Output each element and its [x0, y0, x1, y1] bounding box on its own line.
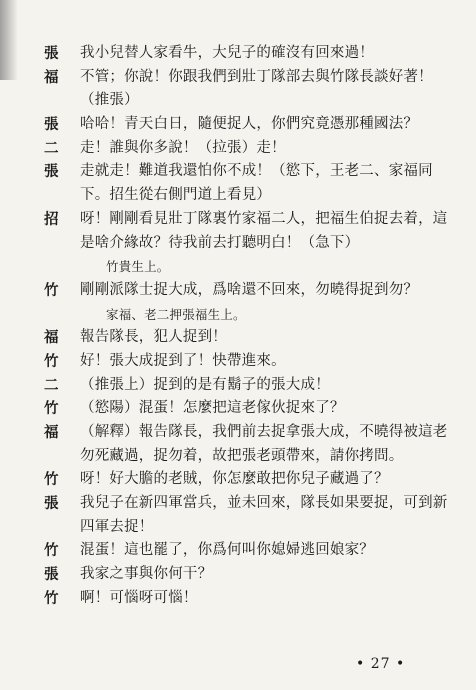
speaker-label: 竹 [44, 589, 59, 607]
speaker-label: 張 [44, 495, 59, 513]
line-text: 好！張大成捉到了！快帶進來。 [80, 352, 286, 369]
line-text: （解釋）報告隊長，我們前去捉拿張大成，不曉得被這老 [80, 424, 448, 440]
dialogue-line [44, 137, 444, 161]
dialogue-line [44, 184, 444, 208]
line-text: 家福、老二押張福生上。 [106, 306, 246, 322]
speaker-label: 招 [44, 210, 59, 228]
dialogue-line [44, 326, 444, 350]
line-text: 我兒子在新四軍當兵，並未回來，隊長如果要捉，可到新 [80, 495, 448, 512]
speaker-label: 張 [44, 566, 59, 584]
line-text: 呀！好大膽的老賊，你怎麼敢把你兒子藏過了？ [80, 471, 389, 488]
dialogue-line [44, 445, 444, 469]
line-text: 勿死藏過，捉勿着，故把張老頭帶來，請你拷問。 [80, 447, 404, 464]
line-text: 不管；你說！你跟我們到壯丁隊部去與竹隊長談好著！ [80, 68, 433, 85]
speaker-label: 竹 [44, 542, 59, 560]
dialogue-line [44, 587, 444, 611]
line-text: 呀！剛剛看見壯丁隊裏竹家福二人，把福生伯捉去着，這 [80, 210, 448, 227]
speaker-label: 張 [44, 45, 59, 62]
speaker-label: 竹 [44, 471, 59, 489]
dialogue-lines [44, 42, 448, 611]
speaker-label: 福 [44, 424, 59, 441]
stage-direction-line [44, 255, 444, 279]
speaker-label: 福 [44, 68, 59, 86]
dialogue-line [44, 421, 448, 445]
dialogue-line [44, 232, 444, 256]
dialogue-line [44, 516, 444, 540]
line-text: 我小兒替人家看牛，大兒子的確沒有回來過！ [80, 45, 374, 61]
dialogue-line [44, 539, 444, 563]
line-text: 啊！可惱呀可惱！ [80, 589, 198, 606]
line-text: 下。招生從右側門道上看見） [80, 187, 272, 204]
line-text: （慾陽）混蛋！怎麼把這老傢伙捉來了？ [80, 400, 345, 417]
dialogue-line [44, 113, 444, 137]
dialogue-line [44, 279, 444, 303]
speaker-label: 竹 [44, 352, 59, 370]
dialogue-line [44, 42, 444, 66]
dialogue-line [44, 492, 448, 516]
dialogue-line [44, 374, 444, 398]
dialogue-line [44, 66, 444, 90]
line-text: 四軍去捉！ [80, 518, 154, 535]
line-text: 哈哈！青天白日，隨便捉人，你們究竟憑那種國法？ [80, 116, 419, 133]
line-text: 走就走！難道我還怕你不成！（慾下，王老二、家福同 [80, 163, 433, 180]
scan-edge-shadow [0, 0, 18, 80]
dialogue-line [44, 208, 448, 232]
dialogue-line [44, 160, 444, 184]
dialogue-line [44, 468, 444, 492]
line-text: 我家之事與你何干？ [80, 566, 213, 583]
line-text: （推張上）捉到的是有鬍子的張大成！ [80, 376, 330, 393]
speaker-label: 二 [44, 376, 59, 394]
line-text: 走！誰與你多說！（拉張）走！ [80, 139, 286, 156]
line-text: 報告隊長，犯人捉到！ [80, 329, 227, 346]
speaker-label: 二 [44, 139, 59, 157]
line-text: 剛剛派隊士捉大成，爲啥還不回來，勿曉得捉到勿？ [80, 281, 419, 298]
speaker-label: 張 [44, 116, 59, 134]
dialogue-line [44, 397, 444, 421]
speaker-label: 竹 [44, 400, 59, 418]
dialogue-line [44, 563, 444, 587]
line-text: 混蛋！這也罷了，你爲何叫你媳婦逃回娘家？ [80, 542, 374, 559]
dialogue-line [44, 350, 444, 374]
line-text: 竹貴生上。 [106, 259, 170, 275]
speaker-label: 竹 [44, 281, 59, 299]
line-text: （推張） [80, 92, 139, 109]
line-text: 是啥介緣故？待我前去打聽明白！（急下） [80, 234, 360, 251]
speaker-label: 張 [44, 163, 59, 181]
speaker-label: 福 [44, 329, 59, 347]
dialogue-line [44, 89, 444, 113]
stage-direction-line [44, 303, 444, 327]
page-number: • 27 • [356, 656, 406, 672]
